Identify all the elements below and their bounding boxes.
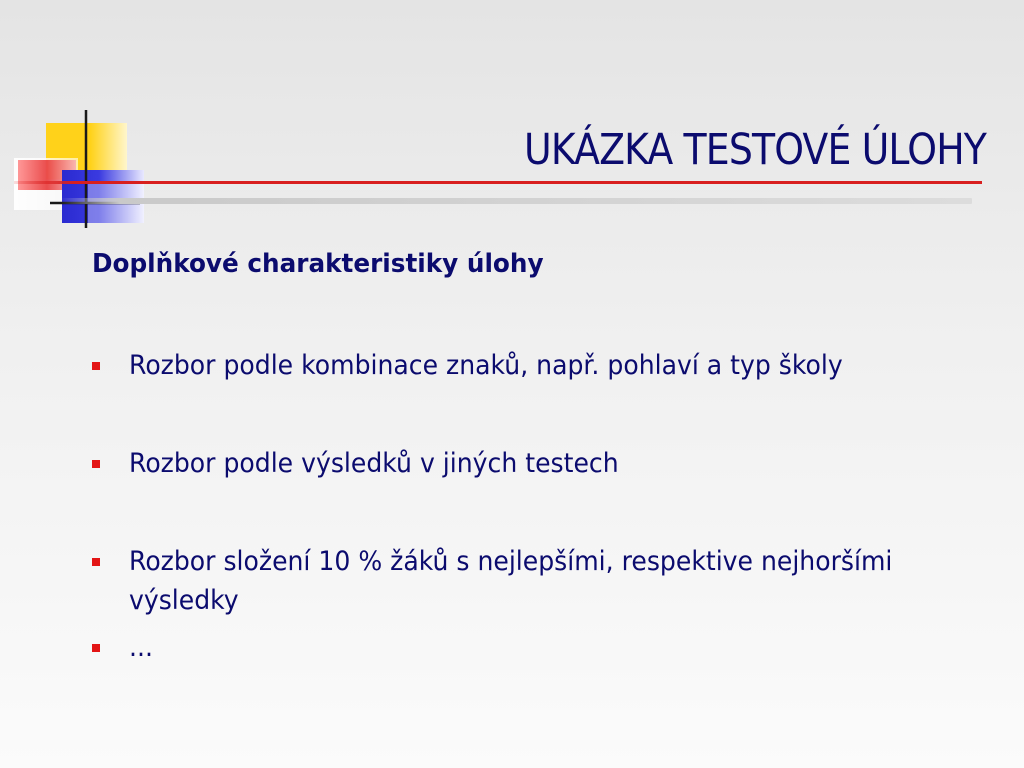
list-item: [92, 346, 1002, 385]
list-item: [92, 444, 1002, 483]
bullet-text: Rozbor složení 10 % žáků s nejlepšími, respektive nejhoršími výsledky: [129, 546, 893, 616]
red-square-icon: [92, 558, 100, 566]
red-square-icon: [92, 460, 100, 468]
title-underline-grey: [60, 198, 972, 204]
overlapping-squares-icon: [0, 0, 160, 240]
slide-title: UKÁZKA TESTOVÉ ÚLOHY: [524, 125, 986, 175]
red-square-icon: [92, 644, 100, 652]
bullet-list: [92, 346, 1002, 667]
list-item: [92, 542, 1002, 620]
title-underline-red: [14, 181, 982, 184]
bullet-text: ...: [129, 632, 153, 663]
bullet-text: Rozbor podle výsledků v jiných testech: [129, 448, 619, 479]
red-square-icon: [92, 362, 100, 370]
list-item: [92, 628, 1002, 667]
slide-subtitle: Doplňkové charakteristiky úlohy: [92, 249, 544, 279]
bullet-text: Rozbor podle kombinace znaků, např. pohlaví a typ školy: [129, 350, 843, 381]
